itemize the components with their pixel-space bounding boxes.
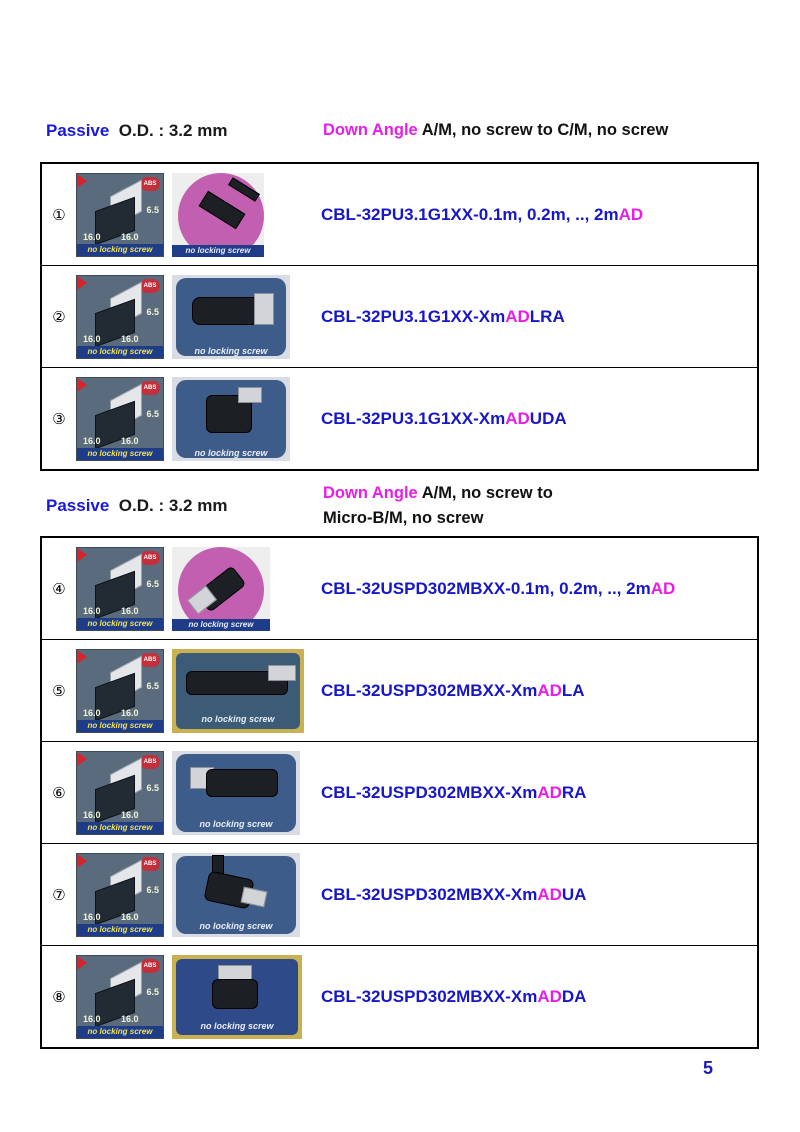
dim-label: 16.0 bbox=[121, 231, 139, 242]
part-number: CBL-32PU3.1G1XX-XmADUDA bbox=[321, 408, 567, 428]
dim-label: 16.0 bbox=[121, 1013, 139, 1024]
flag-icon bbox=[77, 956, 87, 970]
dim-label: 6.5 bbox=[146, 578, 159, 589]
part-number: CBL-32USPD302MBXX-XmADLA bbox=[321, 640, 758, 742]
dim-label: 6.5 bbox=[146, 680, 159, 691]
usb-caption: no locking screw bbox=[77, 618, 163, 630]
table-row bbox=[41, 537, 758, 640]
dim-label: 16.0 bbox=[83, 231, 101, 242]
dim-label: 16.0 bbox=[83, 1013, 101, 1024]
table-row bbox=[41, 946, 758, 1049]
section-1-description bbox=[323, 118, 668, 143]
usb-a-connector-image bbox=[76, 751, 164, 835]
table-row bbox=[41, 742, 758, 844]
passive-label: Passive bbox=[46, 121, 110, 140]
row-number: ③ bbox=[52, 410, 66, 428]
row-number: ⑥ bbox=[41, 742, 76, 844]
dim-label: 16.0 bbox=[83, 911, 101, 922]
table-row bbox=[41, 266, 758, 368]
part-number: CBL-32PU3.1G1XX-XmADLRA bbox=[321, 266, 758, 368]
dim-label: 16.0 bbox=[121, 911, 139, 922]
abs-badge: ABS bbox=[140, 279, 160, 293]
row-number: ① bbox=[41, 163, 76, 266]
row-number: ⑦ bbox=[41, 844, 76, 946]
dim-label: 6.5 bbox=[146, 986, 159, 997]
dim-label: 16.0 bbox=[121, 605, 139, 616]
dim-label: 16.0 bbox=[121, 435, 139, 446]
down-angle-label: Down Angle bbox=[323, 484, 418, 502]
micro-b-connector-image bbox=[172, 649, 304, 733]
table-row bbox=[41, 844, 758, 946]
dim-label: 6.5 bbox=[146, 204, 159, 215]
dim-label: 16.0 bbox=[83, 809, 101, 820]
connector-caption: no locking screw bbox=[199, 920, 273, 931]
flag-icon bbox=[77, 752, 87, 766]
connector-caption: no locking screw bbox=[201, 713, 275, 724]
dim-label: 6.5 bbox=[146, 884, 159, 895]
connector-caption: no locking screw bbox=[199, 818, 273, 829]
abs-badge: ABS bbox=[140, 381, 160, 395]
usb-caption: no locking screw bbox=[77, 1026, 163, 1038]
dim-label: 16.0 bbox=[121, 333, 139, 344]
usb-a-connector-image bbox=[76, 377, 164, 461]
dim-label: 16.0 bbox=[83, 605, 101, 616]
page-number: 5 bbox=[703, 1058, 714, 1078]
abs-badge: ABS bbox=[140, 653, 160, 667]
section-2-description bbox=[323, 481, 553, 531]
dim-label: 6.5 bbox=[146, 782, 159, 793]
abs-badge: ABS bbox=[140, 177, 160, 191]
od-label: O.D. : 3.2 mm bbox=[118, 121, 228, 140]
usb-caption: no locking screw bbox=[77, 346, 163, 358]
flag-icon bbox=[77, 854, 87, 868]
usb-a-connector-image bbox=[76, 547, 164, 631]
dim-label: 6.5 bbox=[146, 306, 159, 317]
row-number: ⑤ bbox=[41, 640, 76, 742]
abs-badge: ABS bbox=[140, 857, 160, 871]
description-line-1: A/M, no screw to C/M, no screw bbox=[417, 121, 669, 139]
micro-b-connector-image bbox=[172, 955, 302, 1039]
flag-icon bbox=[77, 174, 87, 188]
table-row bbox=[41, 163, 758, 266]
flag-icon bbox=[77, 548, 87, 562]
description-line-2: Micro-B/M, no screw bbox=[323, 509, 484, 527]
connector-caption: no locking screw bbox=[172, 619, 270, 631]
usb-caption: no locking screw bbox=[77, 822, 163, 834]
connector-caption: no locking screw bbox=[200, 1020, 274, 1031]
cable-table-1 bbox=[40, 162, 759, 471]
table-row bbox=[41, 368, 758, 471]
abs-badge: ABS bbox=[140, 551, 160, 565]
row-number: ④ bbox=[41, 537, 76, 640]
flag-icon bbox=[77, 378, 87, 392]
dim-label: 16.0 bbox=[83, 333, 101, 344]
usb-a-connector-image bbox=[76, 649, 164, 733]
connector-caption: no locking screw bbox=[172, 245, 264, 257]
passive-label: Passive bbox=[46, 496, 110, 515]
micro-b-connector-image bbox=[172, 751, 300, 835]
part-number: CBL-32USPD302MBXX-XmADUA bbox=[321, 844, 758, 946]
connector-caption: no locking screw bbox=[194, 345, 268, 356]
row-number: ② bbox=[41, 266, 76, 368]
flag-icon bbox=[77, 276, 87, 290]
micro-b-connector-image bbox=[172, 853, 300, 937]
dim-label: 6.5 bbox=[146, 408, 159, 419]
od-label: O.D. : 3.2 mm bbox=[118, 496, 228, 515]
dim-label: 16.0 bbox=[83, 435, 101, 446]
section-2-header bbox=[46, 496, 227, 516]
dim-label: 16.0 bbox=[121, 809, 139, 820]
abs-badge: ABS bbox=[140, 959, 160, 973]
usb-c-connector-image bbox=[172, 377, 290, 461]
cable-table-2 bbox=[40, 536, 759, 1049]
section-1-header bbox=[46, 121, 227, 141]
dim-label: 16.0 bbox=[83, 707, 101, 718]
flag-icon bbox=[77, 650, 87, 664]
usb-a-connector-image bbox=[76, 955, 164, 1039]
part-number: CBL-32PU3.1G1XX-0.1m, 0.2m, .., 2mAD bbox=[321, 163, 758, 266]
part-number: CBL-32USPD302MBXX-XmADRA bbox=[321, 742, 758, 844]
connector-caption: no locking screw bbox=[194, 447, 268, 458]
row-number: ⑧ bbox=[52, 988, 66, 1006]
micro-b-connector-image bbox=[172, 547, 270, 631]
description-line-1: A/M, no screw to bbox=[417, 484, 553, 502]
part-number: CBL-32USPD302MBXX-XmADDA bbox=[321, 986, 587, 1006]
usb-caption: no locking screw bbox=[77, 720, 163, 732]
usb-c-connector-image bbox=[172, 275, 290, 359]
usb-caption: no locking screw bbox=[77, 244, 163, 256]
table-row bbox=[41, 640, 758, 742]
usb-a-connector-image bbox=[76, 173, 164, 257]
usb-caption: no locking screw bbox=[77, 448, 163, 460]
usb-c-connector-image bbox=[172, 173, 264, 257]
usb-a-connector-image bbox=[76, 275, 164, 359]
usb-caption: no locking screw bbox=[77, 924, 163, 936]
part-number: CBL-32USPD302MBXX-0.1m, 0.2m, .., 2mAD bbox=[321, 537, 758, 640]
usb-a-connector-image bbox=[76, 853, 164, 937]
abs-badge: ABS bbox=[140, 755, 160, 769]
dim-label: 16.0 bbox=[121, 707, 139, 718]
down-angle-label: Down Angle bbox=[323, 121, 418, 139]
